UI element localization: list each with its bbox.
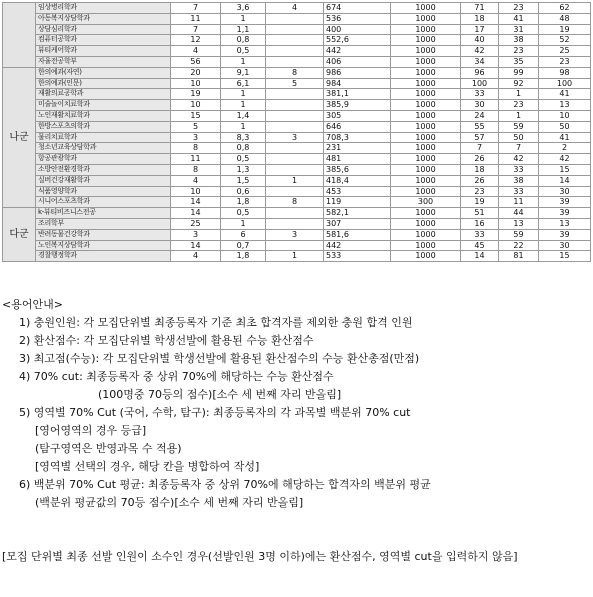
table-cell: 4 xyxy=(266,3,324,14)
table-cell: 14 xyxy=(171,197,221,208)
table-cell: 1000 xyxy=(391,240,461,251)
table-cell: 385,9 xyxy=(324,100,391,111)
table-cell: 19 xyxy=(171,89,221,100)
table-cell: 674 xyxy=(324,3,391,14)
table-cell: 30 xyxy=(539,240,591,251)
major-name-cell: 시니어스포츠학과 xyxy=(36,197,171,208)
table-cell: 18 xyxy=(461,164,499,175)
table-cell: 1 xyxy=(499,89,539,100)
table-cell: 41 xyxy=(539,89,591,100)
table-cell: 10 xyxy=(171,100,221,111)
table-cell: 3 xyxy=(266,229,324,240)
major-name-cell: 반려동물건강학과 xyxy=(36,229,171,240)
table-cell: 0,8 xyxy=(221,143,266,154)
table-row xyxy=(3,229,591,240)
table-cell: 11 xyxy=(499,197,539,208)
table-cell: 406 xyxy=(324,56,391,67)
table-cell: 453 xyxy=(324,186,391,197)
table-row xyxy=(3,154,591,165)
table-row xyxy=(3,56,591,67)
table-cell: 8 xyxy=(266,67,324,78)
table-cell: 1,3 xyxy=(221,164,266,175)
table-cell: 13 xyxy=(539,218,591,229)
table-cell: 99 xyxy=(499,67,539,78)
table-cell: 19 xyxy=(461,197,499,208)
notes-title: <용어안내> xyxy=(2,298,63,311)
table-cell: 442 xyxy=(324,240,391,251)
major-name-cell: 자율전공학부 xyxy=(36,56,171,67)
table-cell: 1 xyxy=(221,13,266,24)
table-cell: 6,1 xyxy=(221,78,266,89)
table-cell: 1,4 xyxy=(221,110,266,121)
table-cell: 418,4 xyxy=(324,175,391,186)
major-name-cell: 경찰행정학과 xyxy=(36,251,171,262)
table-row xyxy=(3,89,591,100)
table-cell: 2 xyxy=(539,143,591,154)
table-cell: 12 xyxy=(171,35,221,46)
table-cell: 8 xyxy=(171,143,221,154)
table-cell: 30 xyxy=(539,186,591,197)
table-cell: 30 xyxy=(461,100,499,111)
table-cell: 31 xyxy=(499,24,539,35)
table-cell xyxy=(266,35,324,46)
table-cell xyxy=(266,164,324,175)
table-cell: 1000 xyxy=(391,46,461,57)
major-name-cell: 식품영양학과 xyxy=(36,186,171,197)
note-item: 4) 70% cut: 최종등록자 중 상위 70%에 해당하는 수능 환산점수 xyxy=(19,370,334,383)
table-cell: 33 xyxy=(461,229,499,240)
table-cell: 23 xyxy=(499,100,539,111)
table-cell: 1 xyxy=(266,251,324,262)
note-item: 1) 충원인원: 각 모집단위별 최종등록자 기준 최초 합격자를 제외한 충원 합격 인원 xyxy=(19,316,413,329)
table-row xyxy=(3,175,591,186)
table-cell: 42 xyxy=(539,154,591,165)
table-cell: 1 xyxy=(499,110,539,121)
table-cell: 5 xyxy=(266,78,324,89)
table-cell: 50 xyxy=(539,121,591,132)
table-row xyxy=(3,67,591,78)
major-name-cell: 한방스포츠의학과 xyxy=(36,121,171,132)
table-cell: 1000 xyxy=(391,13,461,24)
table-cell: 14 xyxy=(171,240,221,251)
table-cell: 1,5 xyxy=(221,175,266,186)
table-cell: 40 xyxy=(461,35,499,46)
table-row xyxy=(3,110,591,121)
table-cell: 17 xyxy=(461,24,499,35)
table-row xyxy=(3,78,591,89)
table-cell xyxy=(266,56,324,67)
table-row xyxy=(3,143,591,154)
table-cell: 15 xyxy=(539,164,591,175)
table-cell: 25 xyxy=(171,218,221,229)
table-cell: 0,7 xyxy=(221,240,266,251)
major-name-cell: k-뷰티비즈니스전공 xyxy=(36,208,171,219)
group-label: 다군 xyxy=(3,208,36,262)
table-cell: 1000 xyxy=(391,100,461,111)
table-cell: 1,8 xyxy=(221,197,266,208)
major-name-cell: 소방안전환경학과 xyxy=(36,164,171,175)
table-cell: 3 xyxy=(171,229,221,240)
table-cell: 39 xyxy=(539,208,591,219)
table-cell: 7 xyxy=(461,143,499,154)
table-cell: 62 xyxy=(539,3,591,14)
table-cell: 98 xyxy=(539,67,591,78)
table-cell: 39 xyxy=(539,197,591,208)
table-cell: 8 xyxy=(266,197,324,208)
table-row xyxy=(3,240,591,251)
table-cell: 20 xyxy=(171,67,221,78)
table-cell: 1000 xyxy=(391,78,461,89)
admissions-results-table xyxy=(2,2,591,262)
table-cell: 1000 xyxy=(391,208,461,219)
major-name-cell: 상담심리학과 xyxy=(36,24,171,35)
table-cell: 400 xyxy=(324,24,391,35)
table-cell: 16 xyxy=(461,218,499,229)
table-row xyxy=(3,164,591,175)
group-label: 나군 xyxy=(3,67,36,207)
major-name-cell: 항공관광학과 xyxy=(36,154,171,165)
table-row xyxy=(3,218,591,229)
major-name-cell: 아동복지상담학과 xyxy=(36,13,171,24)
table-cell: 26 xyxy=(461,154,499,165)
table-cell: 41 xyxy=(539,132,591,143)
major-name-cell: 한의예과(인문) xyxy=(36,78,171,89)
table-cell: 96 xyxy=(461,67,499,78)
table-row xyxy=(3,13,591,24)
table-cell: 92 xyxy=(499,78,539,89)
table-row xyxy=(3,35,591,46)
note-item: 3) 최고점(수능): 각 모집단위별 학생선발에 활용된 환산점수의 수능 환산총점(만점) xyxy=(19,352,420,365)
table-cell: 15 xyxy=(171,110,221,121)
table-cell: 33 xyxy=(499,186,539,197)
table-cell: 1 xyxy=(221,89,266,100)
table-cell: 52 xyxy=(539,35,591,46)
table-cell: 1000 xyxy=(391,3,461,14)
table-cell: 11 xyxy=(171,154,221,165)
table-cell: 59 xyxy=(499,229,539,240)
table-cell: 1000 xyxy=(391,164,461,175)
table-cell: 1 xyxy=(221,56,266,67)
table-row xyxy=(3,24,591,35)
table-cell: 10 xyxy=(539,110,591,121)
table-cell: 0,5 xyxy=(221,154,266,165)
table-cell: 33 xyxy=(499,164,539,175)
table-cell: 10 xyxy=(171,186,221,197)
table-cell xyxy=(266,24,324,35)
major-name-cell: 노인복지상담학과 xyxy=(36,240,171,251)
table-cell: 582,1 xyxy=(324,208,391,219)
table-cell: 23 xyxy=(499,3,539,14)
major-name-cell: 청소년교육상담학과 xyxy=(36,143,171,154)
table-cell: 231 xyxy=(324,143,391,154)
table-cell xyxy=(266,154,324,165)
major-name-cell: 노인재활치료학과 xyxy=(36,110,171,121)
table-cell xyxy=(266,89,324,100)
table-cell: 305 xyxy=(324,110,391,121)
table-cell: 100 xyxy=(539,78,591,89)
table-cell: 26 xyxy=(461,175,499,186)
table-cell: 4 xyxy=(171,251,221,262)
note-item: 2) 환산점수: 각 모집단위별 학생선발에 활용된 수능 환산점수 xyxy=(19,334,314,347)
table-cell: 385,6 xyxy=(324,164,391,175)
table-cell: 23 xyxy=(461,186,499,197)
major-name-cell: 재활의료공학과 xyxy=(36,89,171,100)
table-cell: 4 xyxy=(171,175,221,186)
table-cell: 41 xyxy=(499,13,539,24)
table-cell: 1000 xyxy=(391,154,461,165)
table-cell: 307 xyxy=(324,218,391,229)
major-name-cell: 미술놀이치료학과 xyxy=(36,100,171,111)
table-cell: 19 xyxy=(539,24,591,35)
table-cell: 35 xyxy=(499,56,539,67)
table-cell: 14 xyxy=(461,251,499,262)
table-cell: 1 xyxy=(221,218,266,229)
table-cell: 57 xyxy=(461,132,499,143)
table-cell: 23 xyxy=(499,46,539,57)
table-cell: 442 xyxy=(324,46,391,57)
table-cell: 24 xyxy=(461,110,499,121)
table-cell: 536 xyxy=(324,13,391,24)
table-row xyxy=(3,132,591,143)
table-cell: 8,3 xyxy=(221,132,266,143)
table-cell xyxy=(266,186,324,197)
table-cell: 0,5 xyxy=(221,208,266,219)
table-cell: 1 xyxy=(221,121,266,132)
table-cell: 48 xyxy=(539,13,591,24)
table-cell: 25 xyxy=(539,46,591,57)
table-cell: 34 xyxy=(461,56,499,67)
table-cell: 50 xyxy=(499,132,539,143)
table-cell: 23 xyxy=(539,56,591,67)
table-cell: 9,1 xyxy=(221,67,266,78)
table-cell: 1000 xyxy=(391,121,461,132)
table-row xyxy=(3,100,591,111)
table-cell: 481 xyxy=(324,154,391,165)
table-row xyxy=(3,3,591,14)
table-cell: 10 xyxy=(171,78,221,89)
table-cell: 14 xyxy=(539,175,591,186)
table-cell xyxy=(266,143,324,154)
table-cell: 1000 xyxy=(391,143,461,154)
table-cell: 71 xyxy=(461,3,499,14)
table-cell: 44 xyxy=(499,208,539,219)
table-cell: 7 xyxy=(171,24,221,35)
table-cell xyxy=(266,208,324,219)
table-cell: 581,6 xyxy=(324,229,391,240)
note-item: (백분위 평균값의 70등 점수)[소수 세 번째 자리 반올림] xyxy=(35,496,304,509)
table-cell: 14 xyxy=(171,208,221,219)
note-item: 5) 영역별 70% Cut (국어, 수학, 탐구): 최종등록자의 각 과목별 백분위 70% cut xyxy=(19,406,411,419)
table-cell: 13 xyxy=(539,100,591,111)
table-cell: 42 xyxy=(499,154,539,165)
terminology-notes xyxy=(2,296,590,512)
table-cell: 81 xyxy=(499,251,539,262)
table-cell: 0,8 xyxy=(221,35,266,46)
table-cell: 1,8 xyxy=(221,251,266,262)
major-name-cell: 뷰티케어학과 xyxy=(36,46,171,57)
table-cell: 1000 xyxy=(391,89,461,100)
table-cell: 7 xyxy=(171,3,221,14)
table-cell: 708,3 xyxy=(324,132,391,143)
table-row xyxy=(3,197,591,208)
table-cell: 18 xyxy=(461,13,499,24)
note-item: [영어영역의 경우 등급] xyxy=(35,424,147,437)
table-cell: 3 xyxy=(171,132,221,143)
table-cell: 22 xyxy=(499,240,539,251)
table-cell: 33 xyxy=(461,89,499,100)
major-name-cell: 실버건강재활학과 xyxy=(36,175,171,186)
table-body xyxy=(3,3,591,262)
table-cell: 119 xyxy=(324,197,391,208)
table-cell: 1000 xyxy=(391,186,461,197)
major-name-cell: 한의예과(자연) xyxy=(36,67,171,78)
note-item: 6) 백분위 70% Cut 평균: 최종등록자 중 상위 70%에 해당하는 합격자의 백분위 평균 xyxy=(19,478,431,491)
table-cell: 38 xyxy=(499,35,539,46)
table-cell: 39 xyxy=(539,229,591,240)
table-cell xyxy=(266,46,324,57)
table-cell: 6 xyxy=(221,229,266,240)
table-cell: 51 xyxy=(461,208,499,219)
table-row xyxy=(3,186,591,197)
group-label xyxy=(3,3,36,68)
table-cell: 1,1 xyxy=(221,24,266,35)
footer-note: [모집 단위별 최종 선발 인원이 소수인 경우(선발인원 3명 이하)에는 환산점수, 영역별 cut을 입력하지 않음] xyxy=(2,550,518,563)
table-cell: 1000 xyxy=(391,218,461,229)
table-cell: 300 xyxy=(391,197,461,208)
table-row xyxy=(3,121,591,132)
table-row xyxy=(3,46,591,57)
table-cell: 4 xyxy=(171,46,221,57)
table-cell: 381,1 xyxy=(324,89,391,100)
major-name-cell: 컴퓨터공학과 xyxy=(36,35,171,46)
table-cell: 38 xyxy=(499,175,539,186)
table-cell: 100 xyxy=(461,78,499,89)
table-cell: 59 xyxy=(499,121,539,132)
table-cell: 1000 xyxy=(391,35,461,46)
table-row xyxy=(3,208,591,219)
table-cell: 1000 xyxy=(391,251,461,262)
table-cell: 0,6 xyxy=(221,186,266,197)
table-cell: 984 xyxy=(324,78,391,89)
table-cell: 1000 xyxy=(391,229,461,240)
table-cell: 56 xyxy=(171,56,221,67)
major-name-cell: 임상병리학과 xyxy=(36,3,171,14)
table-cell: 15 xyxy=(539,251,591,262)
table-cell: 1000 xyxy=(391,175,461,186)
table-cell xyxy=(266,218,324,229)
note-item: (100명중 70등의 점수)[소수 세 번째 자리 반올림] xyxy=(98,388,342,401)
table-cell: 1000 xyxy=(391,24,461,35)
table-cell: 3,6 xyxy=(221,3,266,14)
table-cell: 45 xyxy=(461,240,499,251)
table-cell: 3 xyxy=(266,132,324,143)
table-cell: 0,5 xyxy=(221,46,266,57)
table-cell: 986 xyxy=(324,67,391,78)
table-row xyxy=(3,251,591,262)
table-cell: 1000 xyxy=(391,67,461,78)
major-name-cell: 조리학부 xyxy=(36,218,171,229)
table-cell xyxy=(266,13,324,24)
table-cell: 42 xyxy=(461,46,499,57)
table-cell xyxy=(266,121,324,132)
table-cell: 1000 xyxy=(391,110,461,121)
table-cell: 8 xyxy=(171,164,221,175)
note-item: (탐구영역은 반영과목 수 적용) xyxy=(35,442,182,455)
table-cell: 1 xyxy=(266,175,324,186)
table-cell xyxy=(266,110,324,121)
major-name-cell: 물리치료학과 xyxy=(36,132,171,143)
table-cell: 11 xyxy=(171,13,221,24)
table-cell: 13 xyxy=(499,218,539,229)
table-cell: 7 xyxy=(499,143,539,154)
table-cell: 5 xyxy=(171,121,221,132)
table-cell xyxy=(266,240,324,251)
note-item: [영역별 선택의 경우, 해당 칸을 병합하여 작성] xyxy=(35,460,260,473)
table-cell: 55 xyxy=(461,121,499,132)
table-cell: 646 xyxy=(324,121,391,132)
table-cell xyxy=(266,100,324,111)
table-cell: 552,6 xyxy=(324,35,391,46)
table-cell: 1 xyxy=(221,100,266,111)
table-cell: 1000 xyxy=(391,56,461,67)
table-cell: 1000 xyxy=(391,132,461,143)
table-cell: 533 xyxy=(324,251,391,262)
